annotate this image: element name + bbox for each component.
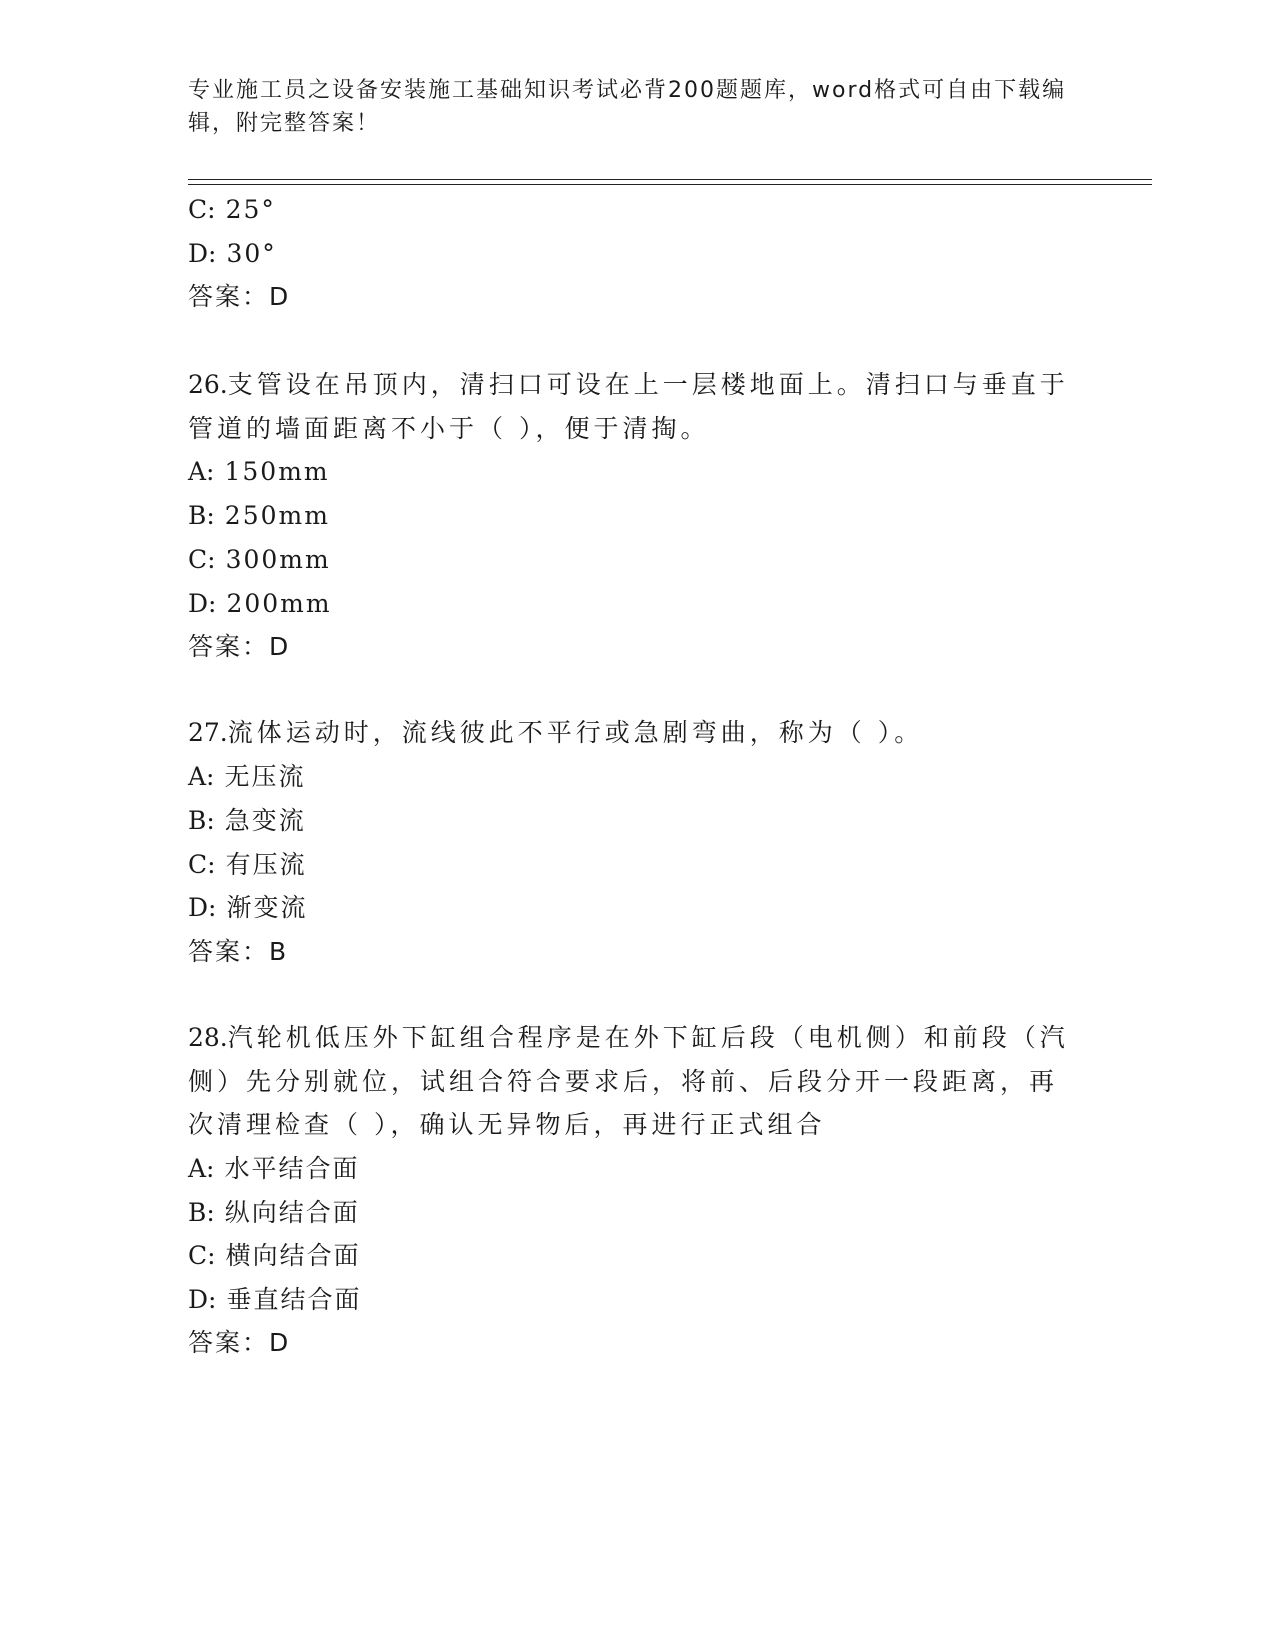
option-text: 横向结合面 [225,1241,361,1270]
option-letter: C: [188,195,216,224]
option-b [188,1198,360,1228]
option-c [188,1241,361,1271]
question-line: 支管设在吊顶内，清扫口可设在上一层楼地面上。清扫口与垂直于 [227,370,1069,399]
option-letter: D: [188,589,217,618]
option-letter: A: [188,762,215,791]
option-text: 250mm [224,501,330,530]
option-text: 30° [226,239,277,268]
option-text: 300mm [225,545,331,574]
option-letter: B: [188,501,215,530]
question-28-text-cont: 侧）先分别就位，试组合符合要求后，将前、后段分开一段距离，再 [188,1067,1059,1096]
question-number: 26. [188,370,228,399]
option-text: 渐变流 [226,893,308,922]
question-line: 汽轮机低压外下缸组合程序是在外下缸后段（电机侧）和前段（汽 [227,1023,1069,1052]
option-a [188,1154,360,1184]
header-rule-bottom [188,184,1152,185]
header-rule-top [188,179,1152,180]
option-c [188,195,276,225]
option-letter: B: [188,1198,215,1227]
option-letter: C: [188,1241,216,1270]
option-letter: A: [188,457,215,486]
document-header: 专业施工员之设备安装施工基础知识考试必背200题题库，word格式可自由下载编辑，附完整答案！ [188,78,1067,136]
answer-line: 答案：D [188,282,291,311]
option-d [188,893,307,923]
option-a [188,457,330,487]
option-text: 有压流 [225,850,307,879]
question-line: 流体运动时，流线彼此不平行或急剧弯曲，称为（ ）。 [227,718,924,747]
question-26-text-cont: 管道的墙面距离不小于（ ），便于清掏。 [188,414,710,443]
option-letter: D: [188,1285,217,1314]
question-28-text-cont: 次清理检查（ ），确认无异物后，再进行正式组合 [188,1110,826,1139]
option-d [188,239,277,269]
option-text: 25° [225,195,276,224]
option-b [188,501,330,531]
question-number: 27. [188,718,228,747]
question-28-text [188,1023,1069,1053]
option-d [188,589,332,619]
option-d [188,1285,361,1315]
option-c [188,850,307,880]
question-27-text [188,718,923,748]
option-text: 150mm [224,457,330,486]
answer-line: 答案：D [188,632,291,661]
option-c [188,545,331,575]
option-letter: A: [188,1154,215,1183]
option-letter: B: [188,806,215,835]
option-text: 纵向结合面 [224,1198,360,1227]
option-letter: D: [188,239,217,268]
option-letter: C: [188,850,216,879]
option-text: 垂直结合面 [226,1285,362,1314]
option-text: 急变流 [224,806,306,835]
answer-line: 答案：D [188,1328,291,1357]
option-letter: D: [188,893,217,922]
question-number: 28. [188,1023,228,1052]
option-letter: C: [188,545,216,574]
answer-line: 答案：B [188,937,289,966]
option-text: 水平结合面 [224,1154,360,1183]
option-text: 200mm [226,589,332,618]
option-a [188,762,306,792]
option-text: 无压流 [224,762,306,791]
option-b [188,806,306,836]
question-26-text [188,370,1069,400]
